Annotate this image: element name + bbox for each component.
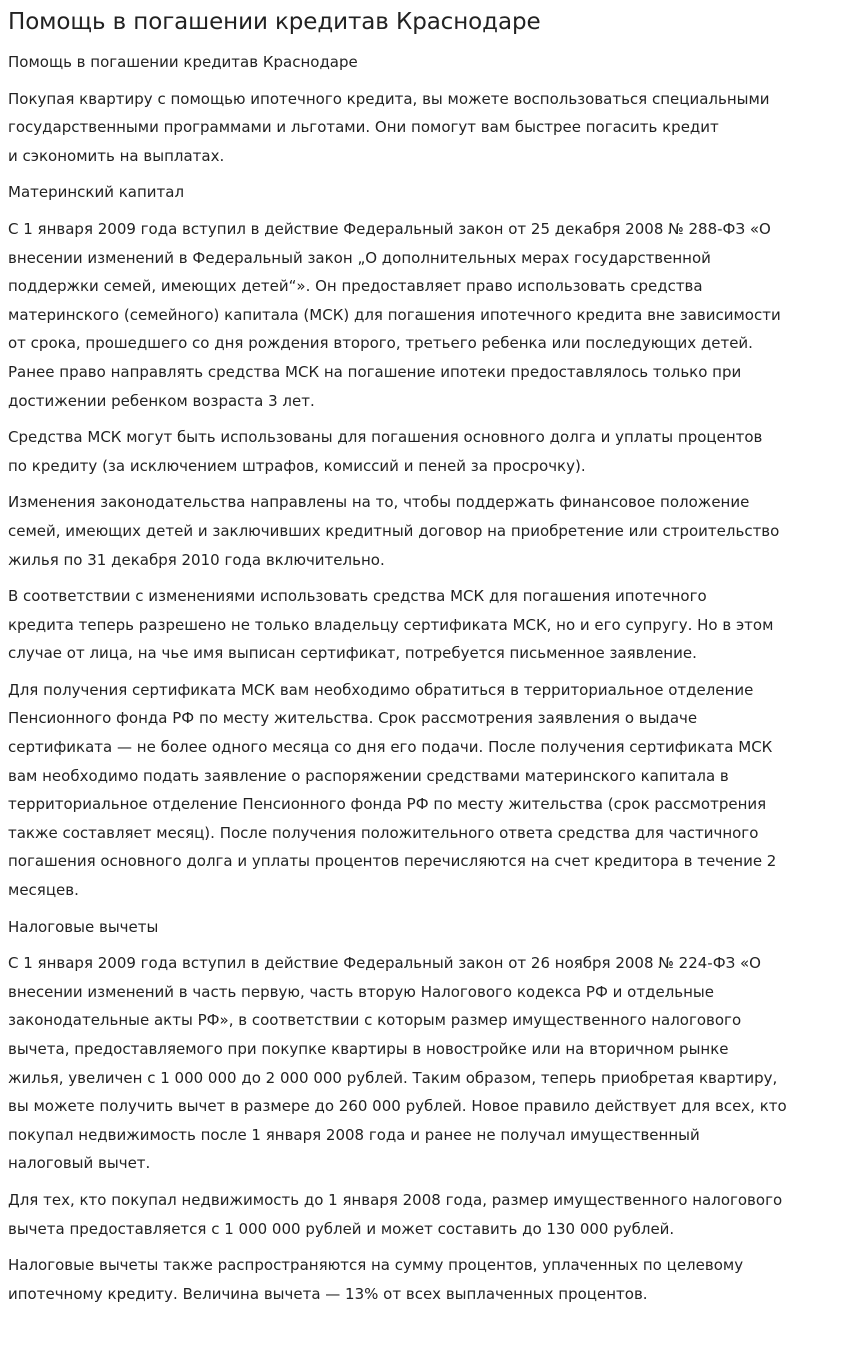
page-title: Помощь в погашении кредитав Краснодаре	[8, 9, 541, 35]
body-paragraph: Для получения сертификата МСК вам необходимо обратиться в территориальное отделение Пенсионного фонда РФ по месту жительства. Срок рассмотрения заявления о выдаче сертификата — не более одного месяца со дня его подачи. После получения сертификата МСК вам необходимо подать заявление о распоряжении средствами материнского капитала в территориальное отделение Пенсионного фонда РФ по месту жительства (срок рассмотрения также составляет месяц). После получения положительного ответа средства для частичного погашения основного долга и уплаты процентов перечисляются на счет кредитора в течение 2 месяцев.	[8, 680, 777, 900]
section-heading-tax-deductions: Налоговые вычеты	[8, 917, 159, 936]
body-paragraph: С 1 января 2009 года вступил в действие Федеральный закон от 26 ноября 2008 № 224-ФЗ «О внесении изменений в часть первую, часть вторую Налогового кодекса РФ и отдельные законодательные акты РФ», в соответствии с которым размер имущественного налогового вычета, предоставляемого при покупке квартиры в новостройке или на вторичном рынке жилья, увеличен с 1 000 000 до 2 000 000 рублей. Таким образом, теперь приобретая квартиру, вы можете получить вычет в размере до 260 000 рублей. Новое правило действует для всех, кто покупал недвижимость после 1 января 2008 года и ранее не получал имущественный налоговый вычет.	[8, 954, 787, 1173]
body-paragraph: В соответствии с изменениями использовать средства МСК для погашения ипотечного кредита теперь разрешено не только владельцу сертификата МСК, но и его супругу. Но в этом случае от лица, на чье имя выписан сертификат, потребуется письменное заявление.	[8, 587, 774, 663]
body-paragraph: С 1 января 2009 года вступил в действие Федеральный закон от 25 декабря 2008 № 288-ФЗ «О внесении изменений в Федеральный закон „О дополнительных мерах государственной поддержки семей, имеющих детей“». Он предоставляет право использовать средства материнского (семейного) капитала (МСК) для погашения ипотечного кредита вне зависимости от срока, прошедшего со дня рождения второго, третьего ребенка или последующих детей. Ранее право направлять средства МСК на погашение ипотеки предоставлялось только при достижении ребенком возраста 3 лет.	[8, 219, 781, 410]
body-paragraph: Налоговые вычеты также распространяются на сумму процентов, уплаченных по целевому ипотечному кредиту. Величина вычета — 13% от всех выплаченных процентов.	[8, 1256, 744, 1303]
intro-paragraph: Покупая квартиру с помощью ипотечного кредита, вы можете воспользоваться специальными государственными программами и льготами. Они помогут вам быстрее погасить кредит и сэкономить на выплатах.	[8, 89, 770, 165]
section-heading-maternity-capital: Материнский капитал	[8, 183, 185, 202]
article-subtitle: Помощь в погашении кредитав Краснодаре	[8, 53, 358, 71]
body-paragraph: Для тех, кто покупал недвижимость до 1 января 2008 года, размер имущественного налогового вычета предоставляется с 1 000 000 рублей и может составить до 130 000 рублей.	[8, 1190, 783, 1238]
body-paragraph: Изменения законодательства направлены на то, чтобы поддержать финансовое положение семей, имеющих детей и заключивших кредитный договор на приобретение или строительство жилья по 31 декабря 2010 года включительно.	[8, 493, 780, 569]
article-page	[0, 8, 847, 1349]
body-paragraph: Средства МСК могут быть использованы для погашения основного долга и уплаты процентов по кредиту (за исключением штрафов, комиссий и пеней за просрочку).	[8, 428, 763, 475]
